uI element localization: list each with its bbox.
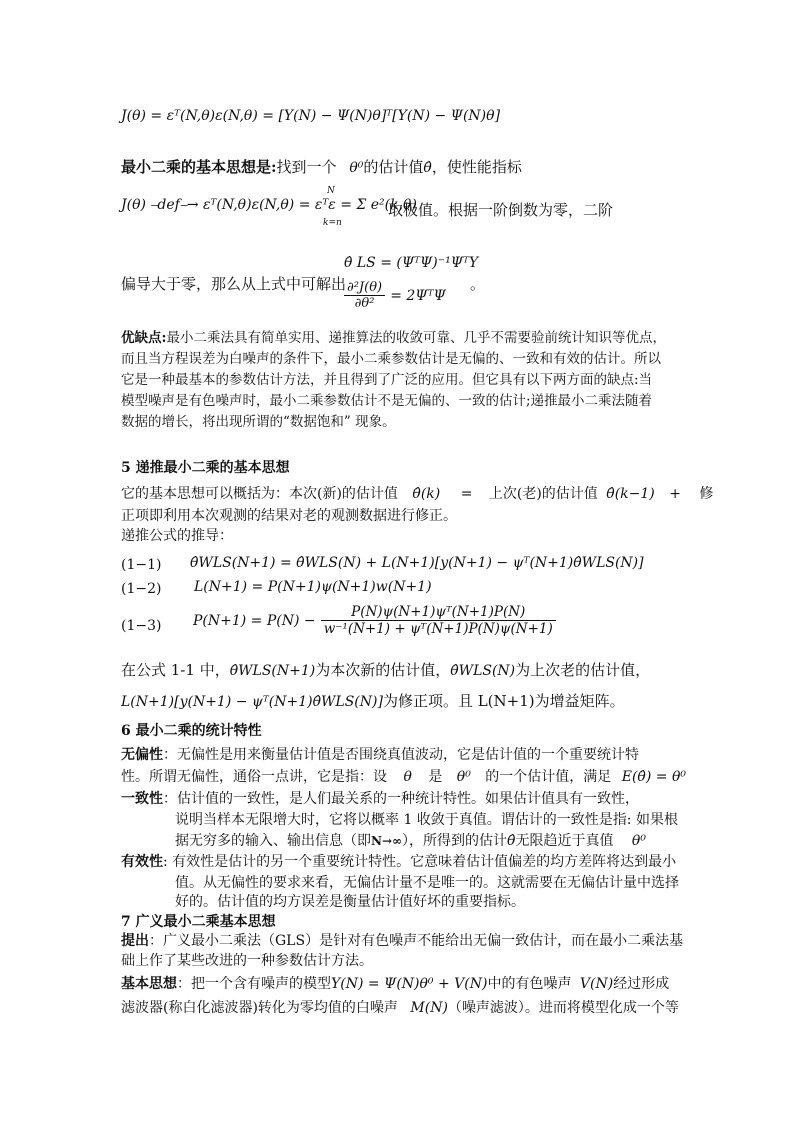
unbiased-text-2b: 的一个估计值，满足 <box>485 769 612 785</box>
consist-theta-hat: θ̂ <box>507 833 516 849</box>
consist-text-3c: 无限趋近于真值 <box>515 833 614 849</box>
ls-idea-tail: 取极值。根据一阶倒数为零，二阶 <box>388 201 614 219</box>
rls-plus: + <box>669 486 681 502</box>
rls-line-1a: 它的基本思想可以概括为：本次(新)的估计值 <box>121 486 398 502</box>
efficiency-line-1 <box>121 852 676 873</box>
propose-text-1: ：广义最小二乘法（GLS）是针对有色噪声不能给出无偏一致估计，而在最小二乘法基 <box>149 933 684 949</box>
eq-1-3-lhs: P(N+1) = P(N) − <box>193 613 316 629</box>
formula-line-2b: 为修正项。且 L(N+1)为增益矩阵。 <box>382 692 625 710</box>
unbiased-equation: E(θ̂) = θ⁰ <box>621 769 686 785</box>
efficiency-text-1: : 有效性是估计的另一个重要统计特性。它意味着估计值偏差的均方差阵将达到最小 <box>163 854 677 870</box>
basic-idea-text-1b: 中的有色噪声 <box>487 976 572 992</box>
basic-idea-model-equation: Y(N) = Ψ(N)θ⁰ + V(N) <box>331 976 488 992</box>
pros-cons-label: 优缺点: <box>121 330 167 346</box>
consist-label: 一致性 <box>121 791 163 807</box>
unbiased-label: 无偏性 <box>121 747 163 763</box>
basic-idea-vn: V(N) <box>579 976 614 992</box>
consist-line-3 <box>175 831 646 852</box>
ls-idea-text1: 找到一个 <box>276 158 337 176</box>
theta0-symbol: θ⁰ <box>349 160 364 176</box>
formula-correction-term: L(N+1)[y(N+1) − ψᵀ(N+1)θ̂WLS(N)] <box>121 694 383 710</box>
consist-text-1: ：估计值的一致性，是人们最关系的一种统计特性。如果估计值具有一致性， <box>163 791 639 807</box>
rls-theta-k: θ̂(k) <box>412 486 441 502</box>
eq-1-1-tag: (1−1) <box>121 557 162 573</box>
equation-j2: J(θ) ⎯def⎯→ εᵀ(N,θ)ε(N,θ) = εᵀε = Σ e²(k,θ) <box>121 197 417 213</box>
equation-j: J(θ) = εᵀ(N,θ)ε(N,θ) = [Y(N) − Ψ(N)θ]ᵀ[Y(N) − Ψ(N)θ] <box>121 108 501 124</box>
unbiased-line-2 <box>121 767 686 788</box>
formula-line-2 <box>121 690 625 711</box>
ls-idea-label: 最小二乘的基本思想是: <box>121 158 277 176</box>
basic-idea-text-2a: 滤波器(称白化滤波器)转化为零均值的白噪声 <box>121 1000 398 1016</box>
rls-equals: = <box>460 486 473 502</box>
rls-line-3: 递推公式的推导： <box>121 528 233 544</box>
eq-1-3-denominator: w⁻¹(N+1) + ψᵀ(N+1)P(N)ψ(N+1) <box>323 621 553 637</box>
basic-idea-text-1c: 经过形成 <box>613 976 670 992</box>
pros-cons-paragraph <box>121 328 677 433</box>
section-5-heading: 5 递推最小二乘的基本思想 <box>121 460 290 476</box>
basic-idea-line-1 <box>121 974 669 995</box>
unbiased-line-1 <box>121 745 639 766</box>
rls-line-1g: 修 <box>699 486 714 502</box>
propose-line-2: 础上作了某些改进的一种参数估计方法。 <box>121 953 373 969</box>
equation-j2-line <box>121 186 417 228</box>
second-derivative-denominator: ∂θ² <box>354 296 375 311</box>
pros-line-1: 而且当方程误差为白噪声的条件下，最小二乘参数估计是无偏的、一致和有效的估计。所以 <box>121 351 661 367</box>
consist-text-3b: ），所得到的估计 <box>402 833 508 849</box>
rls-theta-k-1: θ̂(k−1) <box>606 486 655 502</box>
basic-idea-label: 基本思想 <box>121 976 177 992</box>
eq-1-1: θ̂WLS(N+1) = θ̂WLS(N) + L(N+1)[y(N+1) − ψᵀ(N+1)θ̂WLS(N)] <box>190 555 644 571</box>
eq-1-2: L(N+1) = P(N+1)ψ(N+1)w(N+1) <box>194 579 432 595</box>
pros-line-4: 数据的增长，将出现所谓的“数据饱和” 现象。 <box>121 414 396 430</box>
pros-line-3: 模型噪声是有色噪声时，最小二乘参数估计不是无偏的、一致的估计;递推最小二乘法随着 <box>121 393 653 409</box>
basic-idea-mn: M(N) <box>410 1000 448 1016</box>
second-derivative-numerator: ∂²J(θ) <box>344 280 385 296</box>
formula-line-1a: 在公式 1-1 中， <box>121 661 230 679</box>
unbiased-theta: θ <box>403 769 412 785</box>
unbiased-text-1: ：无偏性是用来衡量估计值是否围绕真值波动，它是估计值的一个重要统计特 <box>163 747 639 763</box>
section-6-heading: 6 最小二乘的统计特性 <box>121 723 262 739</box>
formula-theta-old: θ̂WLS(N) <box>450 663 516 679</box>
sum-upper-limit: N <box>327 186 335 196</box>
section-7-heading: 7 广义最小二乘基本思想 <box>121 914 276 930</box>
second-derivative-rhs: = 2ΨᵀΨ <box>390 288 446 304</box>
sum-lower-limit: k=n <box>323 218 342 228</box>
formula-line-1 <box>121 659 650 680</box>
rls-line-2: 正项即利用本次观测的结果对老的观测数据进行修正。 <box>121 508 457 524</box>
consist-line-2: 说明当样本无限增大时，它将以概率 1 收敛于真值。谓估计的一致性是指: 如果根 <box>175 812 678 828</box>
pros-line-0: 最小二乘法具有简单实用、递推算法的收敛可靠、几乎不需要验前统计知识等优点， <box>166 330 666 346</box>
period-mark: 。 <box>470 275 486 293</box>
eq-1-3-tag: (1−3) <box>121 618 162 634</box>
eq-1-3 <box>193 604 556 637</box>
thetahat-symbol: θ̂ <box>423 160 432 176</box>
ls-idea-text2: 的估计值 <box>363 158 424 176</box>
consist-text-3a: 据无穷多的输入、输出信息（即 <box>175 833 371 849</box>
equation-ls-estimate: θ̂ LS = (ΨᵀΨ)⁻¹ΨᵀY <box>344 255 479 271</box>
eq-1-2-tag: (1−2) <box>121 581 162 597</box>
ls-idea-line <box>121 156 522 177</box>
propose-label: 提出 <box>121 933 149 949</box>
consist-line-1 <box>121 789 639 810</box>
basic-idea-text-2b: （噪声滤波）。进而将模型化成一个等 <box>447 1000 679 1016</box>
unbiased-text-2a: 性。所谓无偏性，通俗一点讲，它是指：设 <box>121 769 387 785</box>
rls-line-1 <box>121 484 714 505</box>
basic-idea-line-2 <box>121 998 679 1019</box>
pros-line-2: 它是一种最基本的参数估计方法，并且得到了广泛的应用。但它具有以下两方面的缺点:当 <box>121 372 653 388</box>
efficiency-label: 有效性 <box>121 854 163 870</box>
rls-line-1d: 上次(老)的估计值 <box>488 486 598 502</box>
derivative-text: 偏导大于零，那么从上式中可解出 <box>121 275 347 293</box>
consist-n-infinity: N→∞ <box>371 834 403 848</box>
consist-theta0: θ⁰ <box>631 833 646 849</box>
unbiased-is: 是 <box>428 769 443 785</box>
efficiency-line-3: 好的。估计值的均方误差是衡量估计值好坏的重要指标。 <box>175 894 525 910</box>
formula-theta-new: θ̂WLS(N+1) <box>229 663 316 679</box>
efficiency-line-2: 值。从无偏性的要求来看，无偏估计量不是唯一的。这就需要在无偏估计量中选择 <box>175 875 679 891</box>
basic-idea-text-1a: ：把一个含有噪声的模型 <box>177 976 331 992</box>
eq-1-3-numerator: P(N)ψ(N+1)ψᵀ(N+1)P(N) <box>321 604 556 621</box>
formula-line-1c: 为本次新的估计值， <box>315 661 451 679</box>
ls-idea-text3: ，使性能指标 <box>431 158 522 176</box>
formula-line-1e: 为上次老的估计值， <box>515 661 651 679</box>
unbiased-theta0: θ⁰ <box>456 769 471 785</box>
equation-second-derivative <box>344 280 446 311</box>
propose-line-1 <box>121 931 683 952</box>
